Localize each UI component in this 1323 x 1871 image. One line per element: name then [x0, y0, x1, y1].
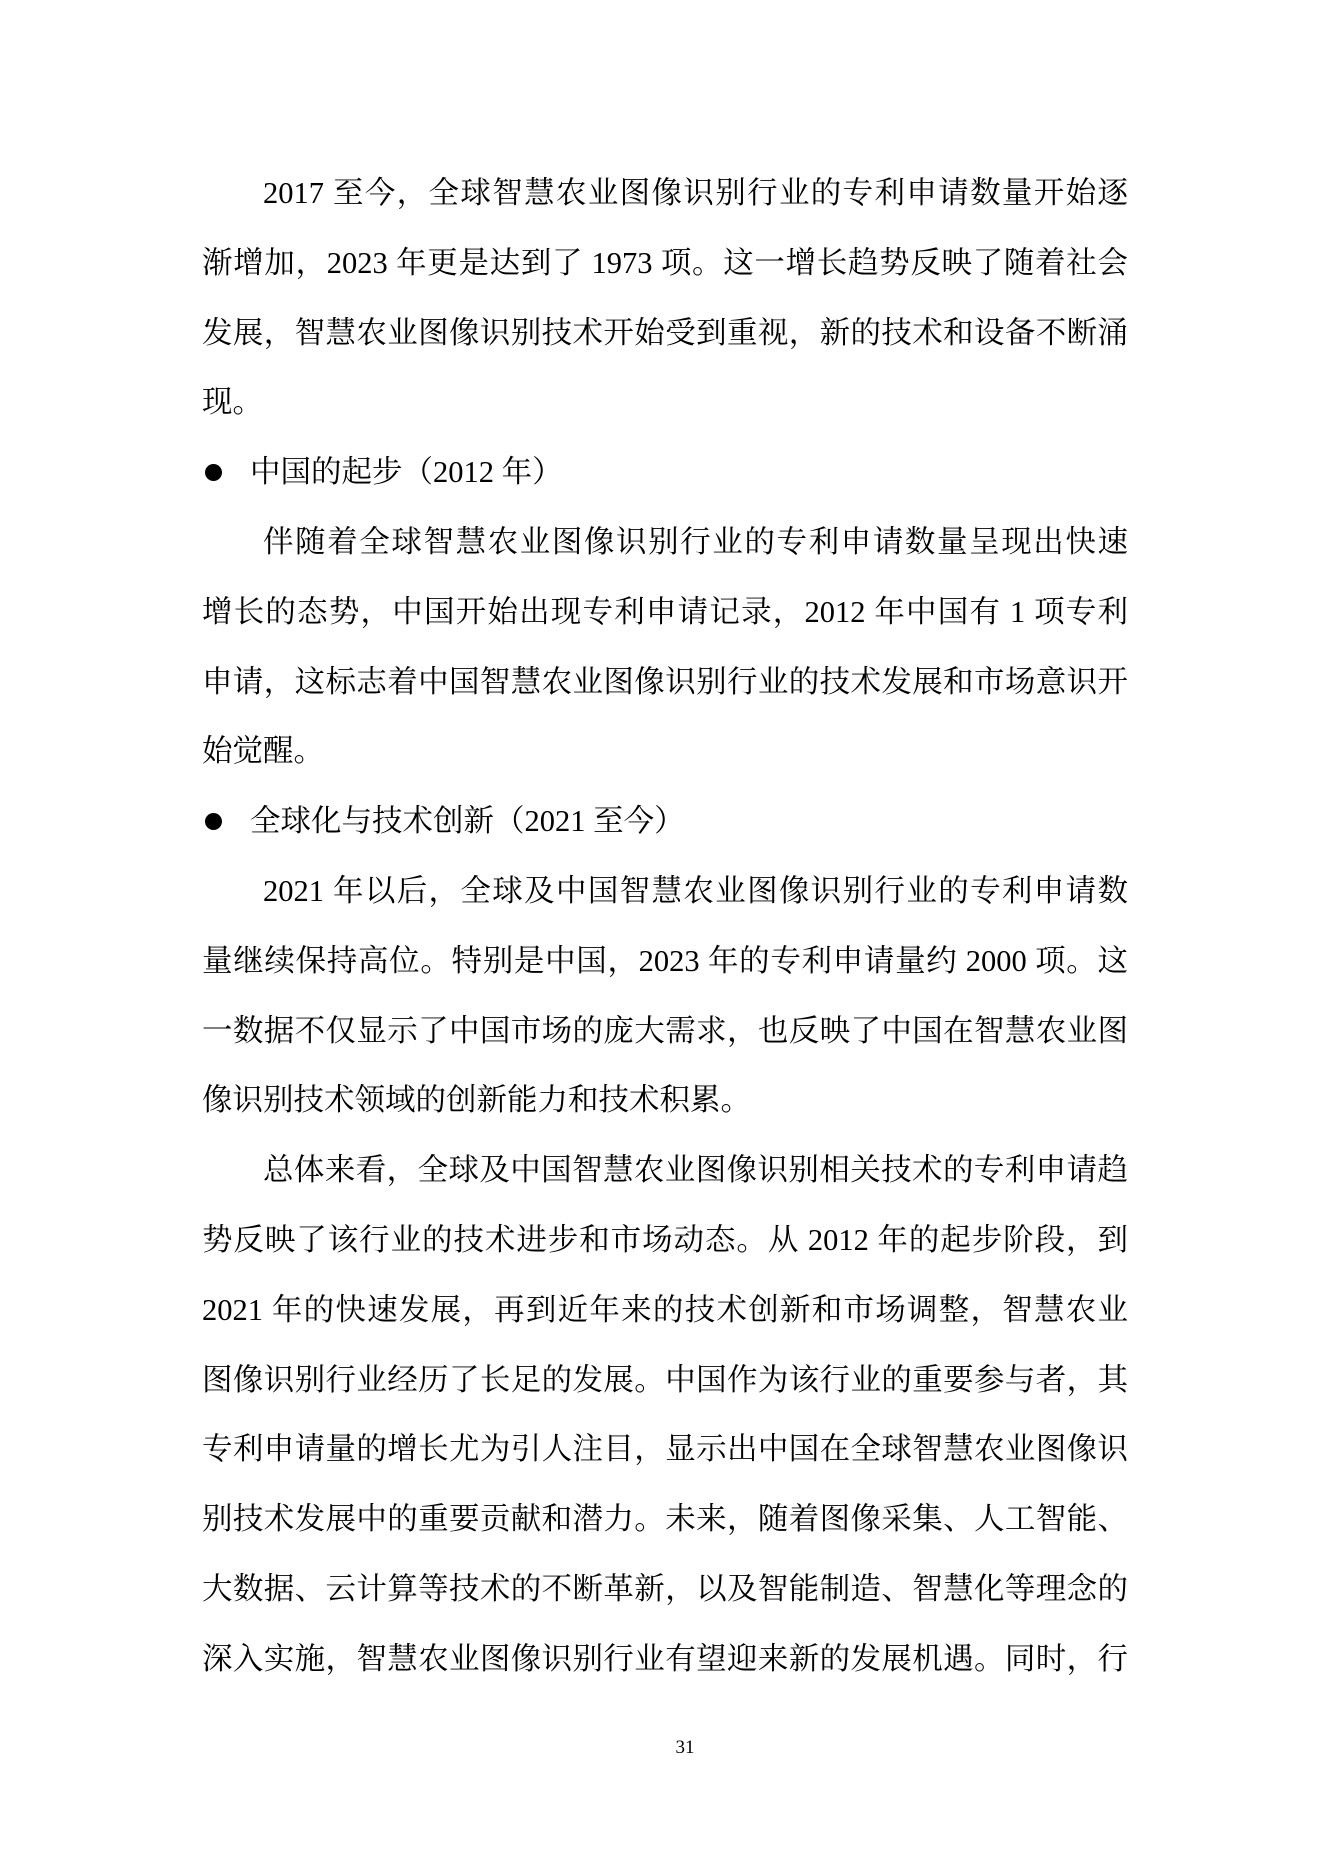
paragraph-line: 始觉醒。	[202, 734, 324, 769]
bullet-heading-text: 中国的起步（2012 年）	[250, 455, 563, 490]
paragraph-line: 2017 至今，全球智慧农业图像识别行业的专利申请数量开始逐	[263, 176, 1128, 210]
paragraph-line: 图像识别行业经历了长足的发展。中国作为该行业的重要参与者，其	[202, 1362, 1128, 1397]
paragraph-line: 深入实施，智慧农业图像识别行业有望迎来新的发展机遇。同时，行	[202, 1641, 1128, 1676]
paragraph-summary	[202, 1136, 1128, 1694]
bullet-heading-text: 全球化与技术创新（2021 至今）	[250, 804, 685, 839]
paragraph-line: 量继续保持高位。特别是中国，2023 年的专利申请量约 2000 项。这	[202, 943, 1128, 978]
bullet-dot-icon	[205, 464, 222, 481]
paragraph-line: 像识别技术领域的创新能力和技术积累。	[202, 1083, 751, 1118]
paragraph-globalization	[202, 857, 1128, 1136]
paragraph-line: 别技术发展中的重要贡献和潜力。未来，随着图像采集、人工智能、	[202, 1502, 1128, 1537]
page-number: 31	[675, 1737, 695, 1758]
paragraph-line: 总体来看，全球及中国智慧农业图像识别相关技术的专利申请趋	[263, 1153, 1128, 1188]
paragraph-line: 渐增加，2023 年更是达到了 1973 项。这一增长趋势反映了随着社会	[202, 245, 1128, 280]
bullet-heading-globalization	[202, 787, 1128, 857]
paragraph-line: 申请，这标志着中国智慧农业图像识别行业的技术发展和市场意识开	[202, 664, 1128, 699]
paragraph-line: 现。	[202, 385, 263, 420]
paragraph-line: 2021 年以后，全球及中国智慧农业图像识别行业的专利申请数	[263, 873, 1128, 908]
paragraph-line: 一数据不仅显示了中国市场的庞大需求，也反映了中国在智慧农业图	[202, 1013, 1128, 1048]
paragraph-line: 大数据、云计算等技术的不断革新，以及智能制造、智慧化等理念的	[202, 1571, 1128, 1606]
bullet-dot-icon	[205, 813, 222, 830]
paragraph-china-start	[202, 508, 1128, 787]
paragraph-line: 伴随着全球智慧农业图像识别行业的专利申请数量呈现出快速	[263, 524, 1128, 559]
paragraph-patent-growth-2017	[202, 159, 1128, 438]
page-body	[202, 159, 1128, 1695]
paragraph-line: 专利申请量的增长尤为引人注目，显示出中国在全球智慧农业图像识	[202, 1432, 1128, 1467]
paragraph-line: 增长的态势，中国开始出现专利申请记录，2012 年中国有 1 项专利	[202, 594, 1128, 629]
bullet-heading-china-start	[202, 438, 1128, 508]
paragraph-line: 发展，智慧农业图像识别技术开始受到重视，新的技术和设备不断涌	[202, 315, 1128, 350]
paragraph-line: 势反映了该行业的技术进步和市场动态。从 2012 年的起步阶段，到	[202, 1222, 1128, 1257]
paragraph-line: 2021 年的快速发展，再到近年来的技术创新和市场调整，智慧农业	[202, 1292, 1128, 1327]
